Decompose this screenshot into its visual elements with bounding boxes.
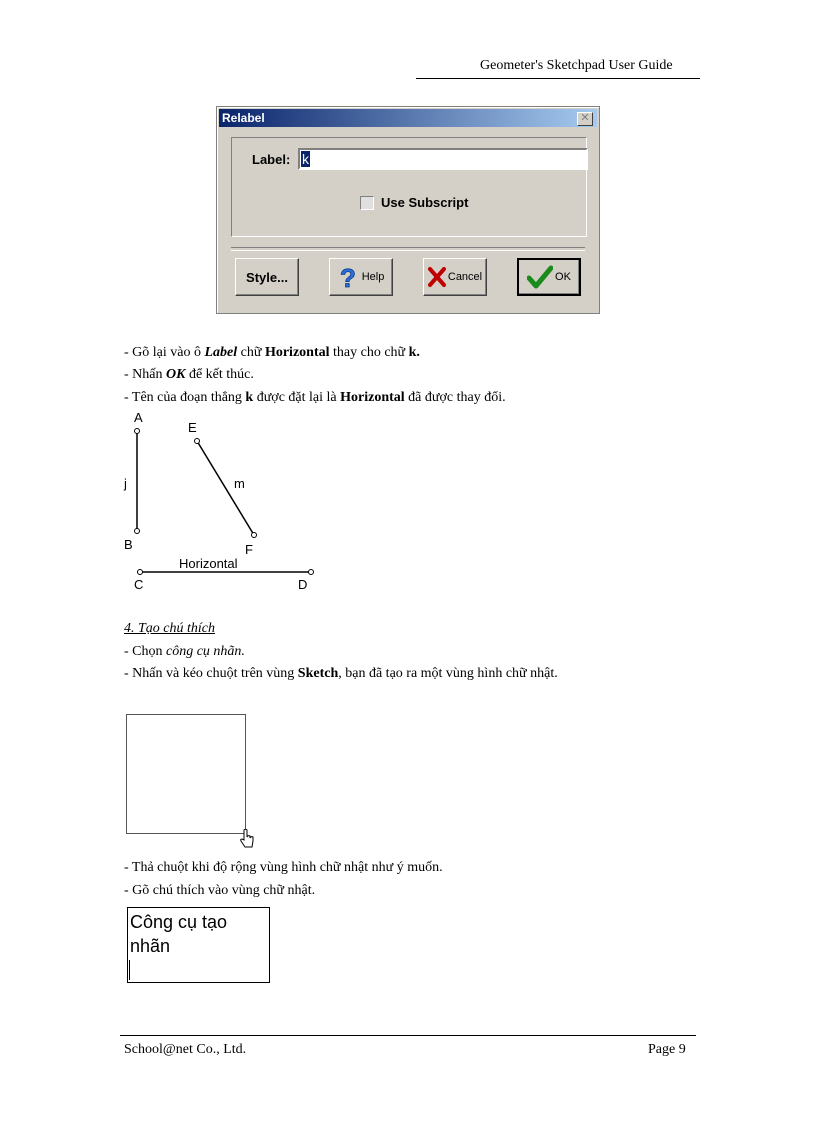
label-point-a: A	[134, 410, 143, 425]
label-input-value: k	[302, 151, 309, 167]
caption-box-text: Công cụ tạo nhãn	[130, 912, 228, 956]
help-button-label: Help	[361, 271, 385, 283]
dialog-title: Relabel	[222, 111, 265, 125]
hand-cursor-icon	[238, 828, 256, 850]
section-line-1: - Chọn công cụ nhãn.	[124, 644, 245, 659]
footer-company: School@net Co., Ltd.	[124, 1042, 247, 1057]
point-c	[138, 570, 143, 575]
use-subscript-checkbox[interactable]	[360, 196, 374, 210]
label-segment-m: m	[234, 476, 245, 491]
label-point-b: B	[124, 537, 133, 552]
relabel-dialog	[216, 106, 600, 314]
header-rule	[416, 78, 700, 79]
label-segment-horizontal: Horizontal	[179, 556, 238, 571]
label-point-d: D	[298, 577, 308, 592]
dialog-separator	[231, 247, 585, 251]
use-subscript-label: Use Subscript	[381, 195, 469, 210]
instruction-line-1: - Gõ lại vào ô Label chữ Horizontal thay cho chữ k.	[124, 345, 420, 360]
section-heading: 4. Tạo chú thích	[124, 621, 215, 636]
cancel-button[interactable]	[423, 258, 487, 296]
header-title: Geometer's Sketchpad User Guide	[480, 58, 673, 73]
label-group	[231, 137, 587, 237]
help-button[interactable]	[329, 258, 393, 296]
section-line-3: - Thả chuột khi độ rộng vùng hình chữ nhật như ý muốn.	[124, 860, 443, 875]
ok-button[interactable]	[517, 258, 581, 296]
label-point-e: E	[188, 420, 197, 435]
point-a	[135, 429, 140, 434]
instruction-line-2: - Nhấn OK để kết thúc.	[124, 367, 254, 382]
label-point-c: C	[134, 577, 144, 592]
point-f	[252, 533, 257, 538]
point-e	[195, 439, 200, 444]
segment-m	[197, 441, 254, 535]
section-line-4: - Gõ chú thích vào vùng chữ nhật.	[124, 883, 316, 898]
text-caret	[129, 960, 130, 980]
style-button[interactable]	[235, 258, 299, 296]
ok-button-label: OK	[555, 271, 571, 283]
drawn-rectangle	[126, 714, 246, 834]
close-icon[interactable]: ✕	[577, 112, 593, 126]
svg-text:?: ?	[339, 264, 356, 290]
style-button-label: Style...	[246, 269, 288, 285]
cancel-button-label: Cancel	[447, 271, 483, 283]
label-point-f: F	[245, 542, 253, 557]
x-icon	[428, 266, 446, 288]
section-line-2: - Nhấn và kéo chuột trên vùng Sketch, bạn đã tạo ra một vùng hình chữ nhật.	[124, 666, 558, 681]
dialog-titlebar	[219, 109, 597, 127]
label-input[interactable]	[298, 148, 588, 170]
footer-page-number: Page 9	[648, 1042, 686, 1057]
label-caption: Label:	[252, 152, 291, 167]
checkmark-icon	[527, 265, 553, 289]
point-d	[309, 570, 314, 575]
point-b	[135, 529, 140, 534]
label-segment-j: j	[124, 476, 127, 491]
footer-rule	[120, 1035, 696, 1036]
question-icon	[338, 264, 360, 290]
instruction-line-3: - Tên của đoạn thẳng k được đặt lại là Horizontal đã được thay đổi.	[124, 390, 506, 405]
